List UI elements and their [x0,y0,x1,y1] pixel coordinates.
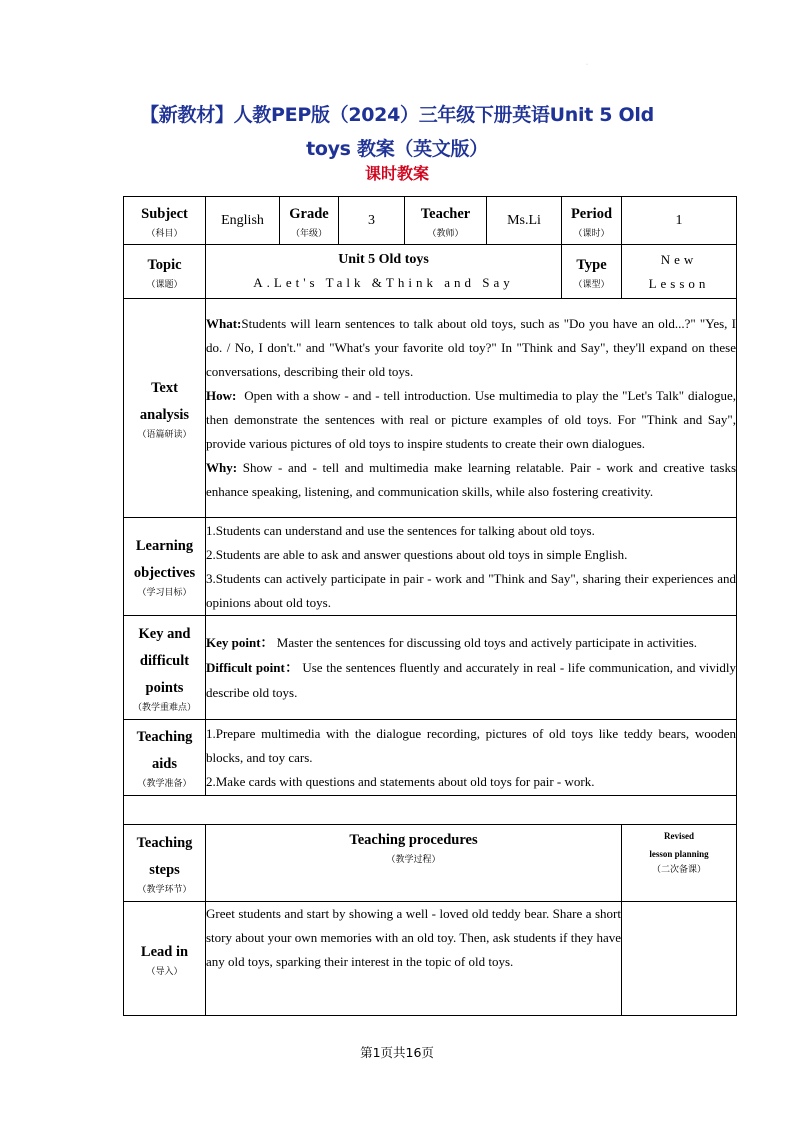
procedures-label-cell [206,825,622,902]
procedures-label: Teaching procedures [349,832,478,848]
revised-label-2: lesson planning [649,849,709,859]
key-point-label: Key point： [206,635,274,650]
teacher-label-cell [405,197,487,245]
type-value-line1: New [660,251,698,267]
type-label-zh: （课型） [573,279,610,290]
what-label: What: [206,316,242,331]
difficult-point-text: Use the sentences fluently and accurately in real - life communication, and vividly describe old toys. [206,660,736,700]
key-point-paragraph [206,630,736,655]
topic-unit: Unit 5 Old toys [338,251,429,267]
procedures-header-row [124,825,737,902]
revised-label-cell [622,825,737,902]
key-point-text: Master the sentences for discussing old toys and actively participate in activities. [276,635,698,650]
text-analysis-content [206,299,737,518]
topic-row [124,245,737,299]
lead-in-row [124,902,737,1016]
lead-in-text: Greet students and start by showing a well - loved old teddy bear. Share a short story about your own memories with an old toy. Then, ask students if they have any old toys, sparking their interest in the topic of old toys. [206,906,621,969]
grade-label-cell [280,197,339,245]
difficult-point-label: Difficult point： [206,660,299,675]
key-points-label-3: points [145,679,184,696]
aid-item: 2.Make cards with questions and statements about old toys for pair - work. [206,773,595,789]
how-text: Open with a show - and - tell introduction. Use multimedia to play the "Let's Talk" dialogue, then demonstrate the sentences with real or picture examples of old toys. For "Think and Say", provide various pictures of old toys to inspire students to create their own dialogues. [206,388,737,451]
steps-label-cell [124,825,206,902]
why-text: Show - and - tell and multimedia make learning relatable. Pair - work and creative tasks enhance speaking, listening, and communication skills, while also fostering creativity. [206,460,737,499]
topic-section: A.Let's Talk &Think and Say [253,274,514,290]
topic-label-cell [124,245,206,299]
period-value: 1 [622,197,737,245]
blank-cell [124,796,737,825]
text-analysis-label-2: analysis [139,406,190,423]
lead-in-label-cell [124,902,206,1016]
steps-label-2: steps [149,861,180,878]
lead-in-label-zh: （导入） [146,966,183,977]
blank-row [124,796,737,825]
teacher-label: Teacher [420,205,471,222]
key-points-row [124,616,737,720]
period-label-zh: （课时） [573,228,610,239]
objectives-row [124,518,737,616]
type-label-cell [562,245,622,299]
key-points-label-2: difficult [139,652,190,669]
period-label: Period [570,205,613,222]
aids-label-1: Teaching [136,729,193,745]
how-paragraph [206,384,736,456]
key-points-content [206,616,737,720]
steps-label-zh: （教学环节） [137,884,192,895]
objective-item: 3.Students can actively participate in pair - work and "Think and Say", sharing their experiences and opinions about old toys. [206,570,736,610]
what-text: Students will learn sentences to talk about old toys, such as "Do you have an old...?" "Yes, I do. / No, I don't." and "What's your favorite old toy?" In "Think and Say", they'll expand on these conversations, describing their old toys. [206,316,736,379]
revised-label-zh: （二次备课） [651,865,706,875]
revised-label-1: Revised [664,831,694,841]
text-analysis-label-zh: （语篇研读） [137,429,192,440]
aids-label-cell [124,720,206,796]
teacher-value: Ms.Li [487,197,562,245]
lead-in-revised-cell [622,902,737,1016]
objective-item: 2.Students are able to ask and answer questions about old toys in simple English. [206,546,628,562]
why-label: Why: [206,460,238,475]
text-analysis-label-cell [124,299,206,518]
key-points-label-1: Key and [138,625,191,642]
text-analysis-row [124,299,737,518]
grade-label-zh: （年级） [290,228,327,239]
key-points-label-zh: （教学重难点） [132,702,196,713]
type-label: Type [576,256,607,273]
objectives-label-cell [124,518,206,616]
subject-label-zh: （科目） [146,228,183,239]
aids-row [124,720,737,796]
aids-label-zh: （教学准备） [137,779,192,789]
type-value-line2: Lesson [648,275,710,291]
grade-label: Grade [289,205,329,222]
lead-in-content [206,902,622,1016]
how-label: How: [206,388,237,403]
type-value-cell [622,245,737,299]
page-number: 第1页共16页 [360,1045,434,1060]
subject-value: English [206,197,280,245]
steps-label-1: Teaching [136,834,193,851]
teacher-label-zh: （教师） [427,228,464,239]
topic-value-cell [206,245,562,299]
period-label-cell [562,197,622,245]
lead-in-label: Lead in [140,943,189,960]
document-subtitle: 课时教案 [364,164,429,183]
subject-label-cell [124,197,206,245]
objectives-label-2: objectives [133,565,196,581]
subject-label: Subject [141,205,188,222]
grade-value: 3 [339,197,405,245]
procedures-label-zh: （教学过程） [386,855,441,865]
topic-label: Topic [147,256,182,273]
document-title-line2: toys 教案（英文版） [306,138,488,160]
why-paragraph [206,456,736,504]
text-analysis-label-1: Text [151,379,178,396]
stray-mark: · [586,62,588,68]
aids-label-2: aids [152,756,177,772]
topic-label-zh: （课题） [146,279,183,290]
objective-item: 1.Students can understand and use the sentences for talking about old toys. [206,522,595,538]
aids-content [206,720,737,796]
difficult-point-paragraph [206,655,736,705]
what-paragraph [206,312,736,384]
objectives-content [206,518,737,616]
objectives-label-zh: （学习目标） [137,588,192,598]
lesson-plan-table [123,196,737,1016]
key-points-label-cell [124,616,206,720]
objectives-label-1: Learning [135,538,194,554]
document-title-line1: 【新教材】人教PEP版（2024）三年级下册英语Unit 5 Old [140,104,654,126]
info-row [124,197,737,245]
aid-item: 1.Prepare multimedia with the dialogue recording, pictures of old toys like teddy bears, wooden blocks, and toy cars. [206,725,736,765]
